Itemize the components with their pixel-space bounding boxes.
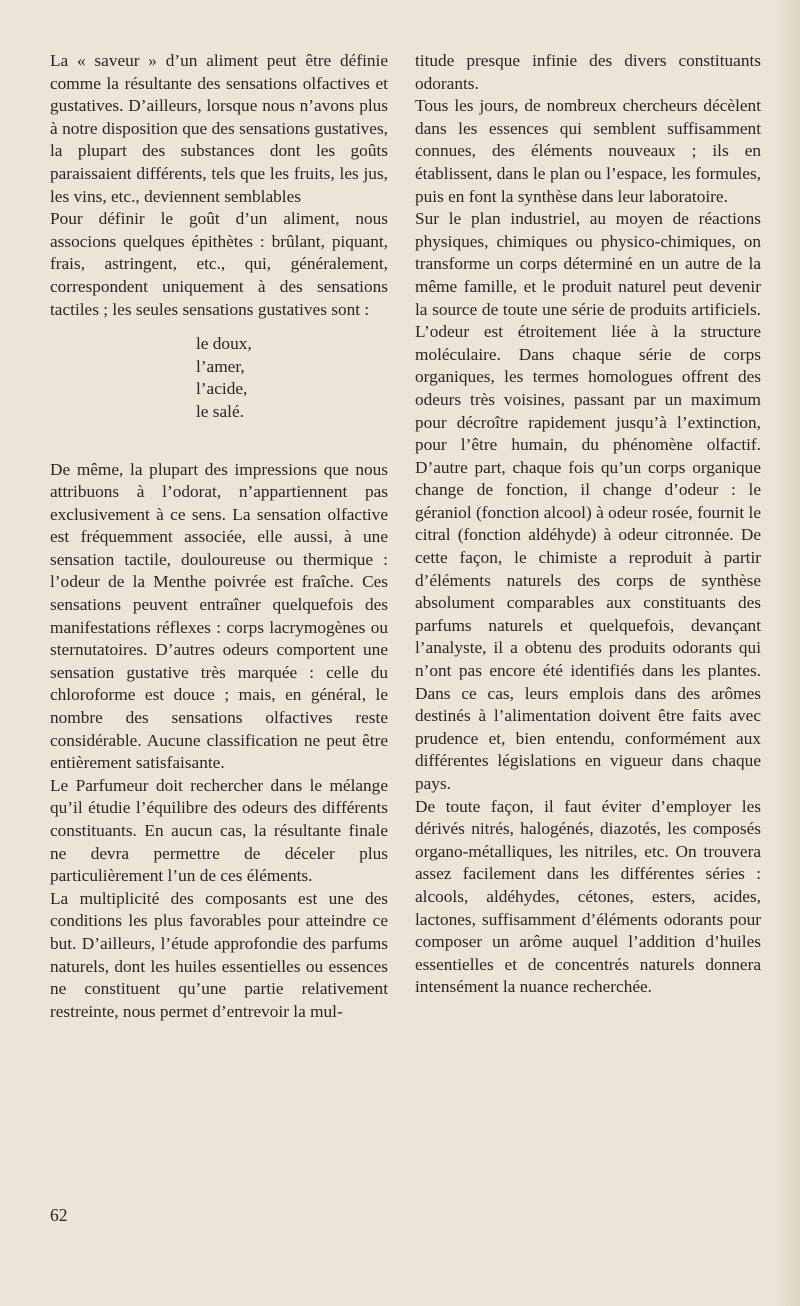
paragraph-industriel: Sur le plan industriel, au moyen de réactions physiques, chimiques ou physico-chimiques, on transforme un corps déterminé en un autre de la même famille, et le produit naturel peut devenir la source de toute une série de produits artificiels. L’odeur est étroitement liée à la structure moléculaire. Dans chaque série de corps organiques, les termes homologues offrent des odeurs très voisines, passant par un maximum pour décroître rapidement jusqu’à l’extinction, pour l’être humain, du phénomène olfactif. D’autre part, chaque fois qu’un corps organique change de fonction, il change d’odeur : le géraniol (fonction alcool) à odeur rosée, fournit le citral (fonction aldéhyde) à odeur citronnée. De cette façon, le chimiste a reproduit à partir d’éléments naturels des corps de synthèse absolument comparables aux constituants des parfums naturels et quelquefois, devançant l’analyste, il a obtenu des produits odorants qui n’ont pas encore été identifiés dans les plantes. Dans ce cas, leurs emplois dans des arômes destinés à l’alimentation doivent être faits avec prudence et, bien entendu, conformément aux différentes législations en vigueur dans chaque pays. — [415, 209, 761, 793]
paragraph-continuation: titude presque infinie des divers constituants odorants. — [415, 51, 761, 93]
taste-item: l’acide, — [196, 379, 248, 399]
taste-list — [196, 333, 388, 423]
paragraph-multiplicite: La multiplicité des composants est une des conditions les plus favorables pour atteindre ce but. D’ailleurs, l’étude approfondie des parfums naturels, dont les huiles essentielles ou essences ne constituent qu’une partie relativement restreinte, nous permet d’entrevoir la mul- — [50, 888, 388, 1021]
right-column — [415, 50, 761, 999]
left-column — [50, 50, 388, 1023]
paragraph-odorat: De même, la plupart des impressions que nous attribuons à l’odorat, n’appartiennent pas exclusivement à ce sens. La sensation olfactive est fréquemment associée, elle aussi, à une sensation tactile, douloureuse ou thermique : l’odeur de la Menthe poivrée est fraîche. Ces sensations peuvent entraîner quelquefois des manifestations réflexes : corps lacrymogènes ou sternutatoires. D’autres odeurs comportent une sensation gustative très marquée : celle du chloroforme est douce ; mais, en général, le nombre des sensations olfactives reste considérable. Aucune classification ne peut être entièrement satisfaisante. — [50, 459, 388, 773]
page-number: 62 — [50, 1205, 68, 1225]
taste-item: le salé. — [196, 401, 244, 421]
paragraph-definir-gout: Pour définir le goût d’un aliment, nous associons quelques épithètes : brûlant, piquant, frais, astringent, etc., qui, généralement, correspondent uniquement à des sensations tactiles ; les seules sensations gustatives sont : — [50, 209, 388, 319]
paragraph-chercheurs: Tous les jours, de nombreux chercheurs décèlent dans les essences qui semblent suffisamment connues, des éléments nouveaux ; ils en établissent, dans le plan ou l’espace, les formules, puis en font la synthèse dans leur laboratoire. — [415, 96, 761, 206]
paragraph-parfumeur: Le Parfumeur doit rechercher dans le mélange qu’il étudie l’équilibre des odeurs des différents constituants. En aucun cas, la résultante finale ne devra permettre de déceler plus particulièrement l’un de ces éléments. — [50, 775, 388, 886]
paragraph-eviter: De toute façon, il faut éviter d’employer les dérivés nitrés, halogénés, diazotés, les composés organo-métalliques, les nitriles, etc. On trouvera assez facilement dans les différentes séries : alcools, aldéhydes, cétones, esters, acides, lactones, suffisamment d’éléments odorants pour composer un arôme auquel l’addition d’huiles essentielles et de concentrés naturels donnera intensément la nuance recherchée. — [415, 796, 761, 997]
paragraph-saveur: La « saveur » d’un aliment peut être définie comme la résultante des sensations olfactives et gustatives. D’ailleurs, lorsque nous n’avons plus à notre disposition que des sensations gustatives, la plupart des substances dont les goûts paraissaient différents, tels que les fruits, les jus, les vins, etc., deviennent semblables — [50, 51, 388, 206]
page-edge-shadow — [775, 0, 800, 1306]
taste-item: le doux, — [196, 334, 252, 354]
taste-item: l’amer, — [196, 356, 245, 376]
